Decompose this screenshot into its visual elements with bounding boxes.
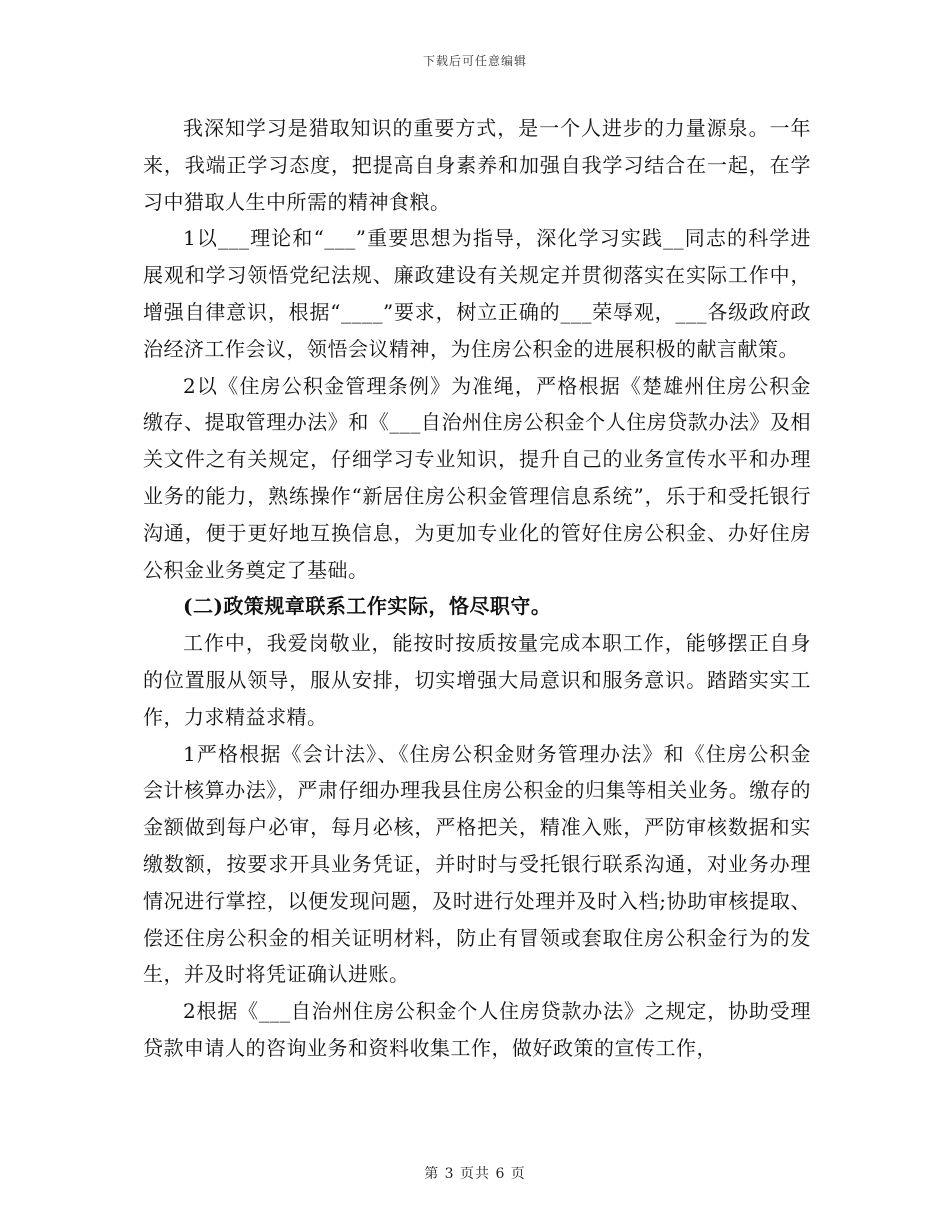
section-heading-policy: (二)政策规章联系工作实际，恪尽职守。 [183,594,552,619]
page-number: 第 3 页共 6 页 [424,1166,526,1182]
page-header: 下载后可任意编辑 [422,54,527,68]
paragraph-regulations-study: 2以《住房公积金管理条例》为准绳，严格根据《楚雄州住房公积金缴存、提取管理办法》和《___自治州住房公积金个人住房贷款办法》及相关文件之有关规定，仔细学习专业知识，提升自己的业务宣传水平和办理业务的能力，熟练操作“新居住房公积金管理信息系统”，乐于和受托银行沟通，便于更好地互换信息，为更加专业化的管好住房公积金、办好住房公积金业务奠定了基础。 [143,373,811,582]
document-body [143,110,811,1067]
paragraph-study-intro: 我深知学习是猎取知识的重要方式，是一个人进步的力量源泉。一年来，我端正学习态度，把提高自身素养和加强自我学习结合在一起，在学习中猎取人生中所需的精神食粮。 [143,116,811,214]
paragraph-work-attitude: 工作中，我爱岗敬业，能按时按质按量完成本职工作，能够摆正自身的位置服从领导，服从安排，切实增强大局意识和服务意识。踏踏实实工作，力求精益求精。 [143,631,811,729]
paragraph-theory-guidance: 1以___理论和“___”重要思想为指导，深化学习实践__同志的科学进展观和学习领悟党纪法规、廉政建设有关规定并贯彻落实在实际工作中，增强自律意识，根据“____”要求，树立正确的___荣辱观，___各级政府政治经济工作会议，领悟会议精神，为住房公积金的进展积极的献言献策。 [143,226,811,361]
paragraph-loan-duties: 2根据《___自治州住房公积金个人住房贷款办法》之规定，协助受理贷款申请人的咨询业务和资料收集工作，做好政策的宣传工作， [143,999,811,1060]
paragraph-accounting-duties: 1严格根据《会计法》、《住房公积金财务管理办法》和《住房公积金会计核算办法》，严肃仔细办理我县住房公积金的归集等相关业务。缴存的金额做到每户必审，每月必核，严格把关，精准入账，严防审核数据和实缴数额，按要求开具业务凭证，并时时与受托银行联系沟通，对业务办理情况进行掌控，以便发现问题，及时进行处理并及时入档;协助审核提取、偿还住房公积金的相关证明材料，防止有冒领或套取住房公积金行为的发生，并及时将凭证确认进账。 [143,741,811,987]
